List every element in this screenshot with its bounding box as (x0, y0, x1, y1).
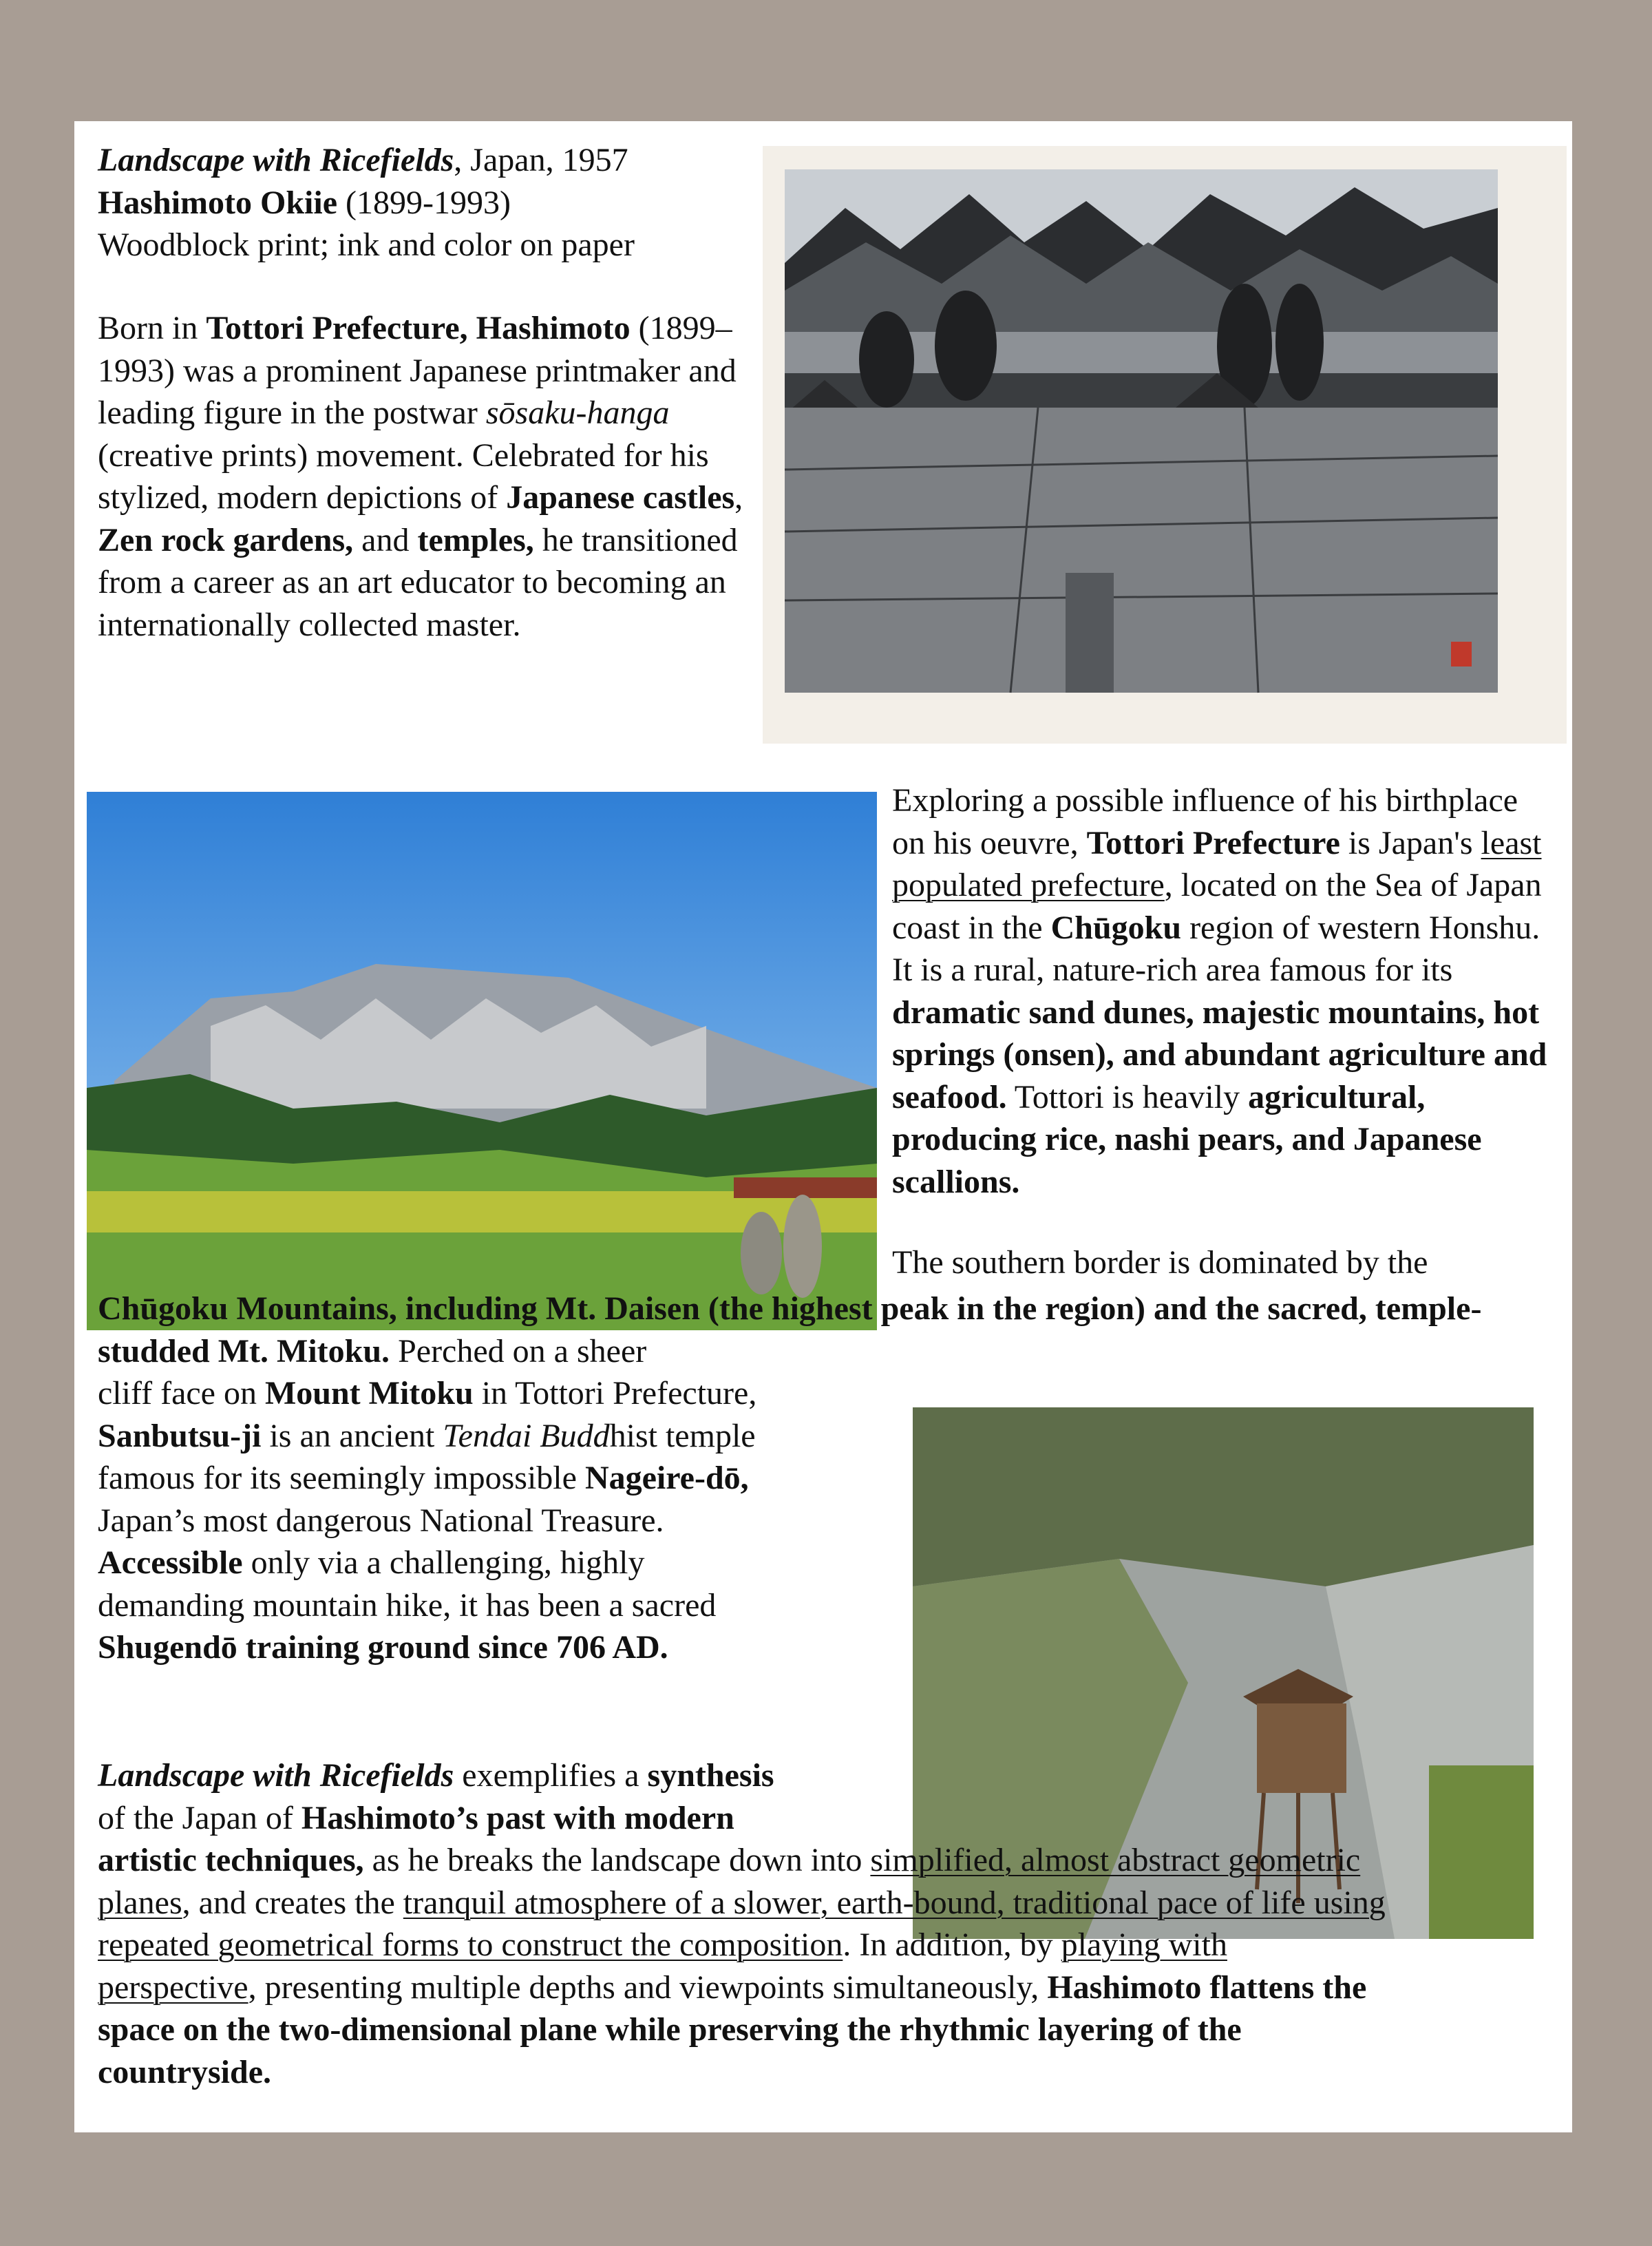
sanbutsu-ji-paragraph: Chūgoku Mountains, including Mt. Daisen (the highest peak in the region) and the sacred, temple-studded Mt. Mitoku. Perched on a sheer cliff face on Mount Mitoku in Tottori Prefecture, Sanbutsu-ji is an ancient Tendai Buddhist temple famous for its seemingly impossible Nageire-dō, Japan’s most dangerous National Treasure. Accessible only via a challenging, highly demanding mountain hike, it has been a sacred Shugendō training ground since 706 AD. (98, 1290, 1482, 1666)
artwork-title: Landscape with Ricefields (98, 142, 454, 178)
synthesis-paragraph: Landscape with Ricefields exemplifies a synthesis of the Japan of Hashimoto’s past with modern artistic techniques, as he breaks the landscape down into simplified, almost abstract geometric planes, and creates the tranquil atmosphere of a slower, earth-bound, traditional pace of life using repeated geometrical forms to construct the composition. In addition, by playing with perspective, presenting multiple depths and viewpoints simultaneously, Hashimoto flattens the space on the two-dimensional plane while preserving the rhythmic layering of the countryside. (98, 1757, 1386, 2090)
mountain-photo-image (87, 792, 877, 1330)
artist-dates: (1899-1993) (337, 184, 511, 221)
least-populated-link: least populated prefecture (892, 824, 1542, 903)
document-sheet (74, 121, 1572, 2132)
artwork-origin-date: , Japan, 1957 (454, 142, 628, 178)
artwork-caption (98, 139, 800, 266)
tottori-paragraph: Exploring a possible influence of his birthplace on his oeuvre, Tottori Prefecture is Japan's least populated prefecture, located on the Sea of Japan coast in the Chūgoku region of western Honshu. It is a rural, nature-rich area famous for its dramatic sand dunes, majestic mountains, hot springs (onsen), and abundant agriculture and seafood. Tottori is heavily agricultural, producing rice, nashi pears, and Japanese scallions. The southern border is dominated by the (892, 782, 1547, 1281)
artwork-medium: Woodblock print; ink and color on paper (98, 227, 635, 263)
woodblock-print-image (763, 146, 1567, 744)
artist-biography: Born in Tottori Prefecture, Hashimoto (1899–1993) was a prominent Japanese printmaker and leading figure in the postwar sōsaku-hanga (creative prints) movement. Celebrated for his stylized, modern depictions of Japanese castles, Zen rock gardens, and temples, he transitioned from a career as an art educator to becoming an internationally collected master. (98, 310, 743, 643)
artist-name: Hashimoto Okiie (98, 184, 338, 221)
